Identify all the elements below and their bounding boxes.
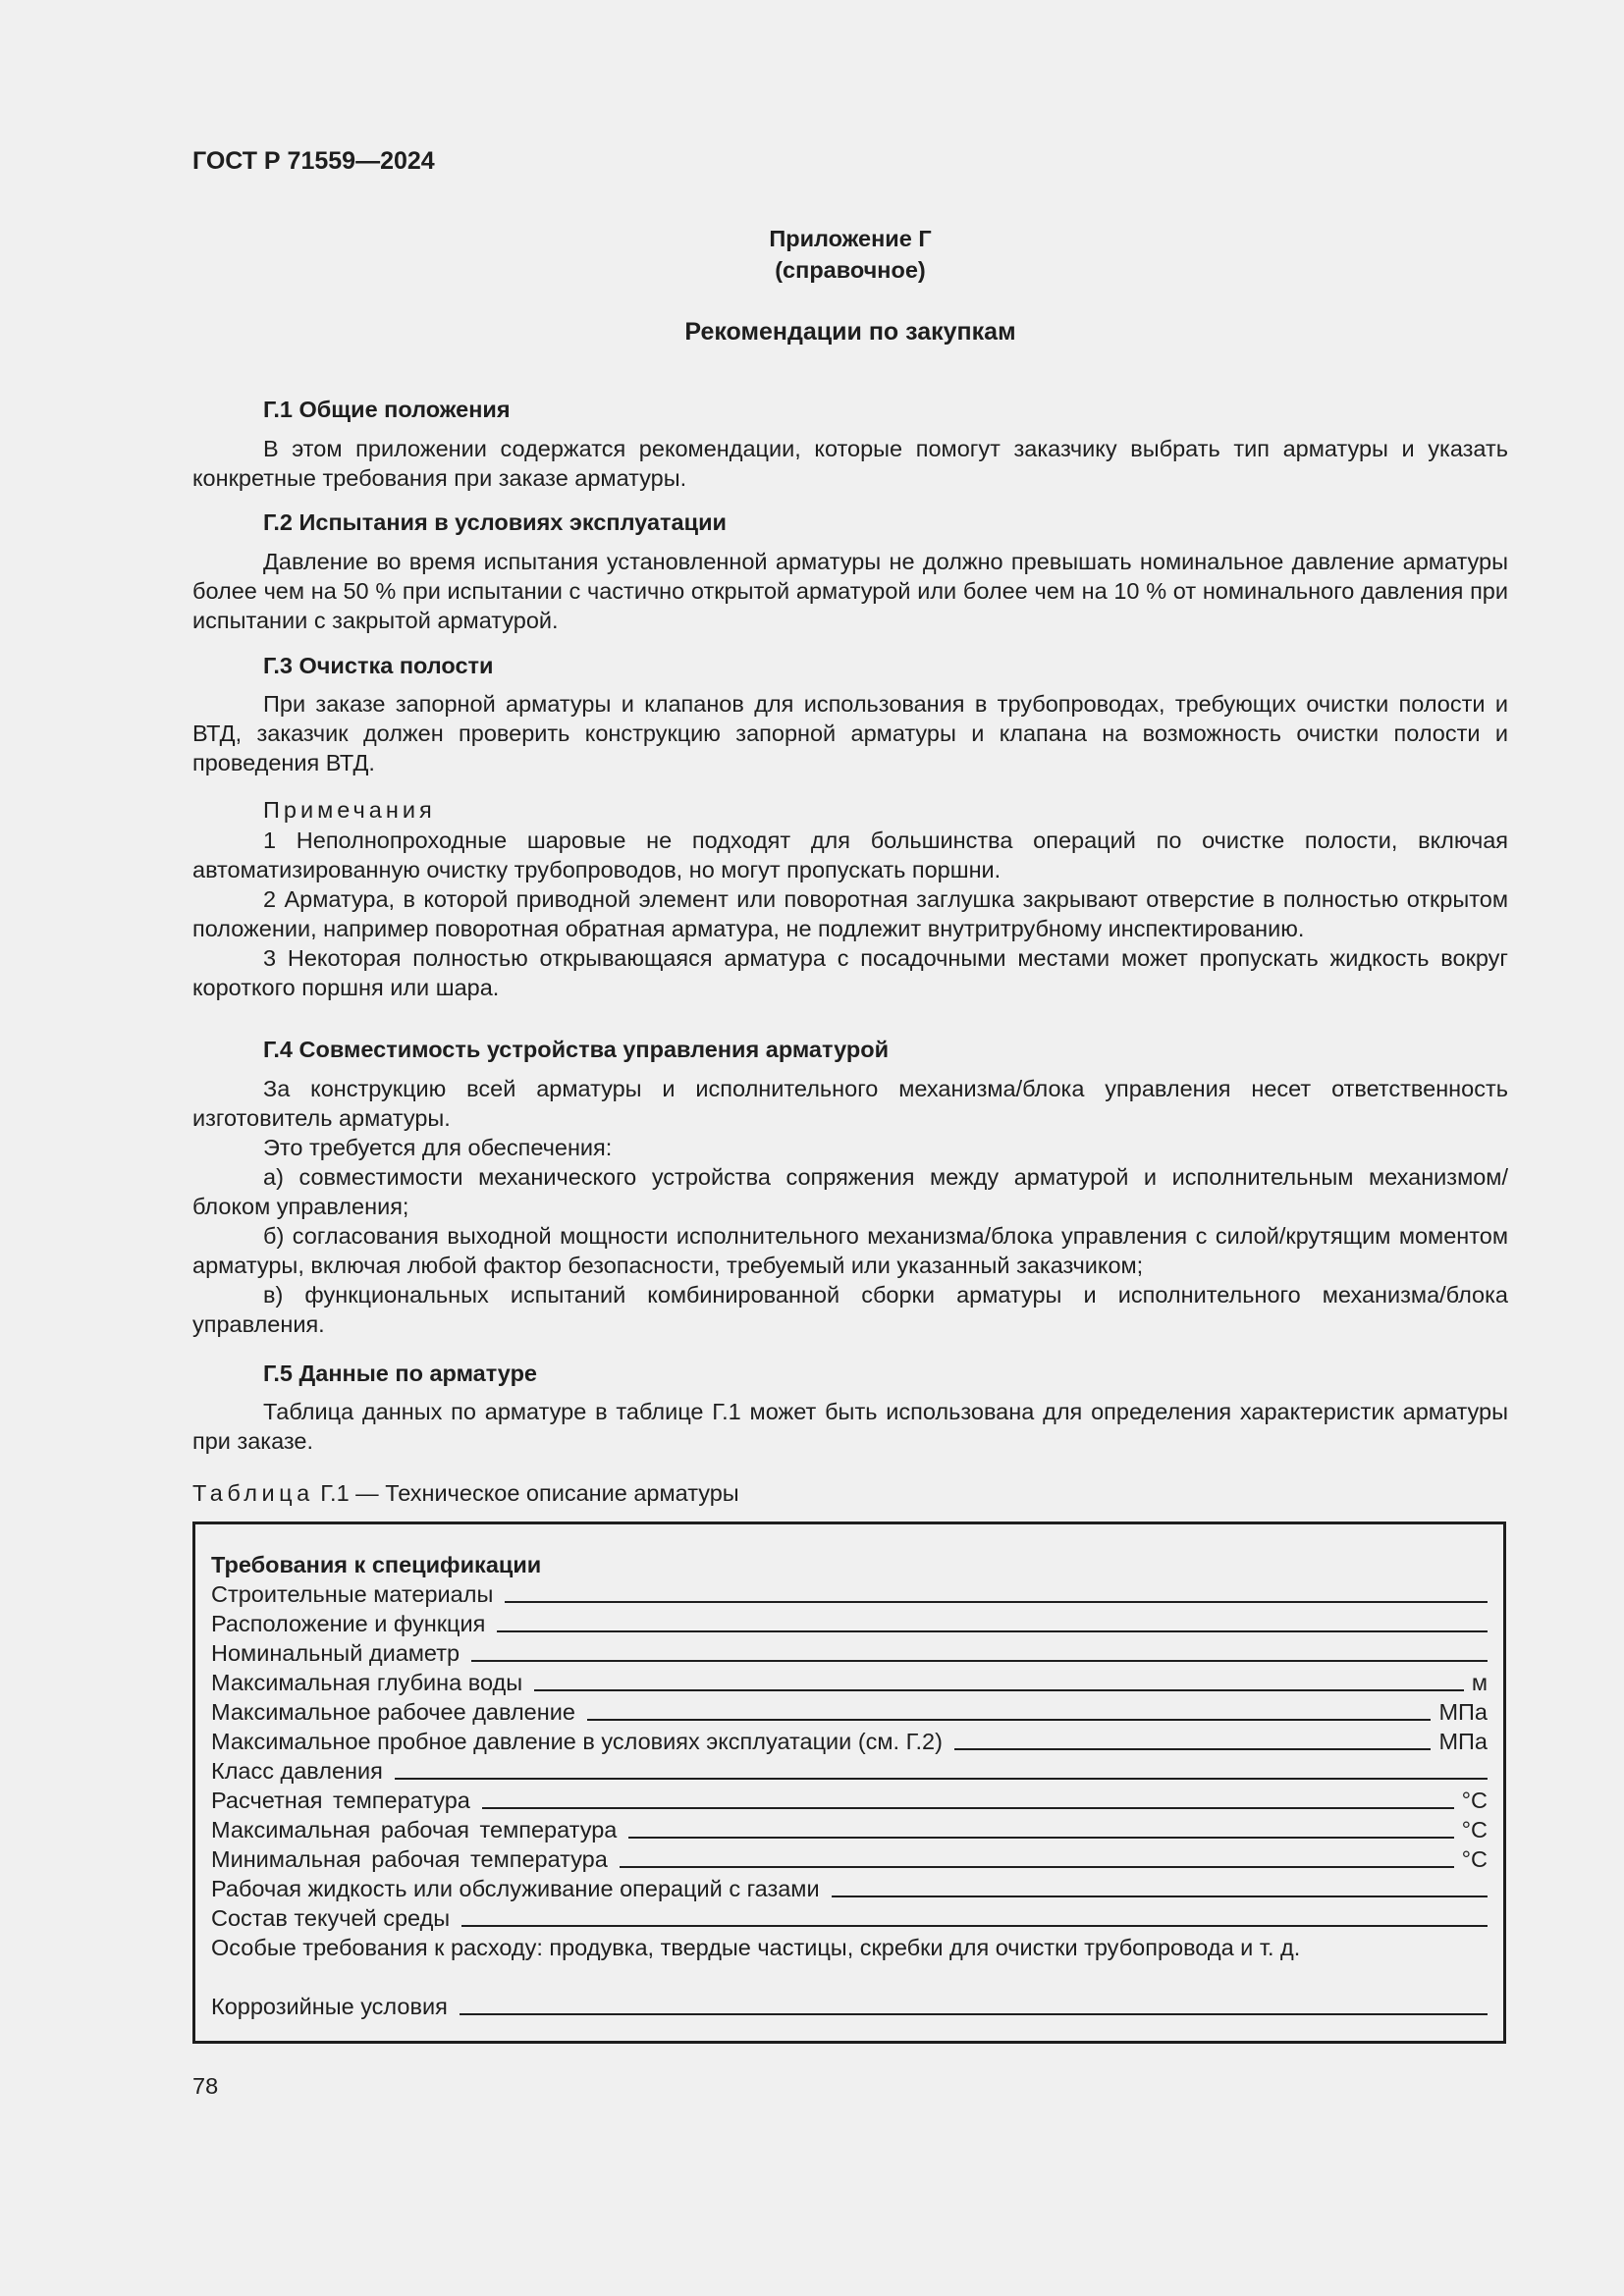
table-caption-text: Г.1 — Техническое описание арматуры — [320, 1480, 739, 1506]
section-g4-item-b: б) согласования выходной мощности исполнительного механизма/блока управления с силой/крутящим моментом арматуры, включая любой фактор безопасности, требуемый или указанный заказчиком; — [192, 1223, 1508, 1278]
spec-row-blank[interactable] — [460, 2013, 1488, 2015]
section-g4-title: Г.4 Совместимость устройства управления арматурой — [263, 1037, 890, 1062]
spec-row-blank[interactable] — [497, 1630, 1488, 1632]
appendix-title: Приложение Г — [769, 226, 932, 251]
appendix-heading: Рекомендации по закупкам — [684, 318, 1016, 346]
spec-row-blank[interactable] — [505, 1601, 1488, 1603]
document-header: ГОСТ Р 71559—2024 — [192, 147, 435, 175]
spec-row — [211, 1992, 1488, 2021]
spec-special-requirements — [211, 1933, 1488, 1962]
spec-row-unit: м — [1471, 1670, 1488, 1695]
section-g4-text: За конструкцию всей арматуры и исполнительного механизма/блока управления несет ответственность изготовитель арматуры. — [192, 1076, 1508, 1131]
spec-row-label: Максимальное пробное давление в условиях эксплуатации (см. Г.2) — [211, 1729, 943, 1754]
section-g1-text: В этом приложении содержатся рекомендации, которые помогут заказчику выбрать тип арматуры и указать конкретные требования при заказе арматуры. — [192, 436, 1508, 491]
spec-special-label: Особые требования к расходу: продувка, твердые частицы, скребки для очистки трубопровода и т. д. — [211, 1935, 1301, 1960]
spec-row-label: Номинальный диаметр — [211, 1640, 460, 1666]
spec-row-blank[interactable] — [395, 1778, 1488, 1780]
spec-row-label: Максимальная рабочая температура — [211, 1817, 618, 1842]
spec-row-blank[interactable] — [620, 1866, 1454, 1868]
spec-row — [211, 1756, 1488, 1786]
spec-row-blank[interactable] — [954, 1748, 1432, 1750]
section-g4-item-a: а) совместимости механического устройства сопряжения между арматурой и исполнительным механизмом/ блоком управления; — [192, 1164, 1508, 1219]
section-g3-text: При заказе запорной арматуры и клапанов для использования в трубопроводах, требующих очистки полости и ВТД, заказчик должен проверить конструкцию запорной арматуры и клапана на возможность очистки полости и проведения ВТД. — [192, 691, 1508, 775]
spec-row-label: Рабочая жидкость или обслуживание операций с газами — [211, 1876, 820, 1901]
spec-row-unit: °С — [1461, 1817, 1488, 1842]
note-1: 1 Неполнопроходные шаровые не подходят для большинства операций по очистке полости, включая автоматизированную очистку трубопроводов, но могут пропускать поршни. — [192, 828, 1508, 882]
spec-row — [211, 1668, 1488, 1697]
section-g4-item-c: в) функциональных испытаний комбинированной сборки арматуры и исполнительного механизма/блока управления. — [192, 1282, 1508, 1337]
spec-row-blank[interactable] — [534, 1689, 1464, 1691]
spec-row-label: Минимальная рабочая температура — [211, 1846, 608, 1872]
spec-row-label: Расчетная температура — [211, 1788, 470, 1813]
spec-row — [211, 1874, 1488, 1903]
spec-row-unit: МПа — [1438, 1729, 1488, 1754]
spec-row — [211, 1727, 1488, 1756]
section-g5-title: Г.5 Данные по арматуре — [263, 1361, 537, 1386]
spec-row-label: Состав текучей среды — [211, 1905, 451, 1931]
section-g2-text: Давление во время испытания установленной арматуры не должно превышать номинальное давление арматуры более чем на 50 % при испытании с частично открытой арматурой или более чем на 10 % от номинального давления при испытании с закрытой арматурой. — [192, 549, 1508, 633]
spec-row-label: Максимальная глубина воды — [211, 1670, 523, 1695]
spec-row-label: Строительные материалы — [211, 1581, 494, 1607]
section-g1-title: Г.1 Общие положения — [263, 397, 511, 422]
spec-row — [211, 1579, 1488, 1609]
spec-row-label: Расположение и функция — [211, 1611, 486, 1636]
spec-row-unit: °С — [1461, 1788, 1488, 1813]
spec-row-blank[interactable] — [832, 1896, 1488, 1897]
notes-title: Примечания — [263, 797, 436, 823]
spec-row — [211, 1844, 1488, 1874]
spec-row-unit: МПа — [1438, 1699, 1488, 1725]
section-g2-title: Г.2 Испытания в условиях эксплуатации — [263, 509, 727, 535]
spec-row-unit: °С — [1461, 1846, 1488, 1872]
section-g4-intro: Это требуется для обеспечения: — [263, 1135, 613, 1160]
note-2: 2 Арматура, в которой приводной элемент или поворотная заглушка закрывают отверстие в полностью открытом положении, например поворотная обратная арматура, не подлежит внутритрубному инспектированию. — [192, 886, 1508, 941]
spec-row-blank[interactable] — [482, 1807, 1454, 1809]
spec-heading-text: Требования к спецификации — [211, 1552, 542, 1577]
spec-row-blank[interactable] — [471, 1660, 1488, 1662]
page-number: 78 — [192, 2073, 219, 2099]
spec-row — [211, 1786, 1488, 1815]
appendix-subtitle: (справочное) — [775, 257, 926, 283]
spec-table-heading — [211, 1550, 1488, 1579]
spec-row — [211, 1638, 1488, 1668]
note-3: 3 Некоторая полностью открывающаяся арматура с посадочными местами может пропускать жидкость вокруг короткого поршня или шара. — [192, 945, 1508, 1000]
spec-row-label: Максимальное рабочее давление — [211, 1699, 575, 1725]
table-caption-word: Таблица — [192, 1480, 314, 1506]
spec-row-blank[interactable] — [628, 1837, 1453, 1839]
spec-row-blank[interactable] — [587, 1719, 1432, 1721]
spec-row-blank[interactable] — [461, 1925, 1488, 1927]
section-g5-text: Таблица данных по арматуре в таблице Г.1 может быть использована для определения характеристик арматуры при заказе. — [192, 1399, 1508, 1454]
spec-row — [211, 1609, 1488, 1638]
spec-corrosion-label: Коррозийные условия — [211, 1994, 448, 2019]
spec-row — [211, 1903, 1488, 1933]
spec-row — [211, 1697, 1488, 1727]
spec-row-label: Класс давления — [211, 1758, 383, 1784]
section-g3-title: Г.3 Очистка полости — [263, 653, 494, 678]
spec-row — [211, 1815, 1488, 1844]
table-caption — [192, 1480, 739, 1507]
spec-table — [192, 1522, 1506, 2044]
